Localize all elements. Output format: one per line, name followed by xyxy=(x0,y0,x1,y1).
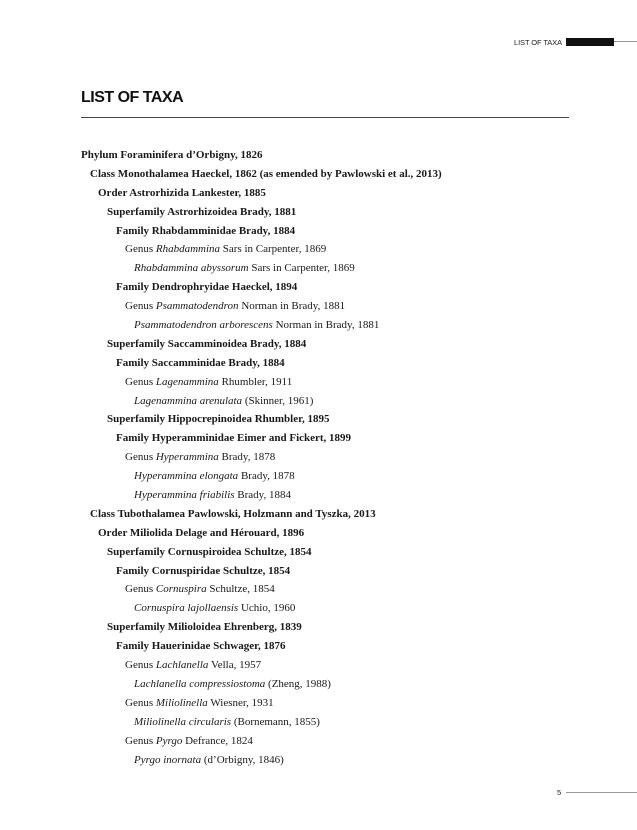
taxon-genus: Genus Lachlanella Vella, 1957 xyxy=(125,659,262,672)
taxon-superfamily: Superfamily Cornuspiroidea Schultze, 1854 xyxy=(107,545,312,558)
taxon-superfamily: Superfamily Milioloidea Ehrenberg, 1839 xyxy=(107,621,302,634)
page-title: LIST OF TAXA xyxy=(81,89,184,106)
taxon-genus: Genus Cornuspira Schultze, 1854 xyxy=(125,583,275,596)
taxon-superfamily: Superfamily Astrorhizoidea Brady, 1881 xyxy=(107,205,297,218)
taxon-genus: Genus Miliolinella Wiesner, 1931 xyxy=(125,696,274,709)
taxon-species: Lachlanella compressiostoma (Zheng, 1988) xyxy=(134,677,331,690)
taxon-class: Class Tubothalamea Pawlowski, Holzmann and Tyszka, 2013 xyxy=(90,507,376,520)
taxon-species: Lagenammina arenulata (Skinner, 1961) xyxy=(134,394,314,407)
taxon-genus: Genus Lagenammina Rhumbler, 1911 xyxy=(125,375,293,388)
taxon-genus: Genus Hyperammina Brady, 1878 xyxy=(125,451,276,464)
taxon-order: Order Miliolida Delage and Hérouard, 1896 xyxy=(98,526,305,539)
footer-rule xyxy=(566,792,637,793)
taxon-family: Family Rhabdamminidae Brady, 1884 xyxy=(116,224,296,237)
taxon-class: Class Monothalamea Haeckel, 1862 (as emended by Pawlowski et al., 2013) xyxy=(90,167,442,180)
taxon-family: Family Saccamminidae Brady, 1884 xyxy=(116,356,285,369)
taxon-species: Miliolinella circularis (Bornemann, 1855) xyxy=(134,715,320,728)
taxon-family: Family Hyperamminidae Eimer and Fickert, 1899 xyxy=(116,432,352,445)
taxon-order: Order Astrorhizida Lankester, 1885 xyxy=(98,186,266,199)
taxon-species: Psammatodendron arborescens Norman in Brady, 1881 xyxy=(134,319,380,332)
taxon-species: Hyperammina elongata Brady, 1878 xyxy=(134,470,295,483)
header-rule xyxy=(614,41,637,42)
taxa-list xyxy=(81,146,581,769)
taxon-genus: Genus Pyrgo Defrance, 1824 xyxy=(125,734,253,747)
taxon-species: Hyperammina friabilis Brady, 1884 xyxy=(134,489,291,502)
taxon-species: Cornuspira lajollaensis Uchio, 1960 xyxy=(134,602,296,615)
header-bar xyxy=(566,38,614,46)
page-number: 5 xyxy=(557,788,562,797)
taxon-family: Family Cornuspiridae Schultze, 1854 xyxy=(116,564,291,577)
taxon-species: Rhabdammina abyssorum Sars in Carpenter, 1869 xyxy=(134,262,355,275)
taxon-superfamily: Superfamily Saccamminoidea Brady, 1884 xyxy=(107,337,307,350)
taxon-phylum: Phylum Foraminifera d’Orbigny, 1826 xyxy=(81,149,263,161)
title-rule xyxy=(81,117,569,118)
taxon-family: Family Hauerinidae Schwager, 1876 xyxy=(116,640,286,653)
taxon-superfamily: Superfamily Hippocrepinoidea Rhumbler, 1895 xyxy=(107,413,330,426)
running-head: LIST OF TAXA xyxy=(514,38,562,47)
taxon-species: Pyrgo inornata (d’Orbigny, 1846) xyxy=(134,753,284,766)
taxon-family: Family Dendrophryidae Haeckel, 1894 xyxy=(116,281,298,294)
taxon-genus: Genus Rhabdammina Sars in Carpenter, 1869 xyxy=(125,243,327,256)
taxon-genus: Genus Psammatodendron Norman in Brady, 1881 xyxy=(125,300,346,313)
